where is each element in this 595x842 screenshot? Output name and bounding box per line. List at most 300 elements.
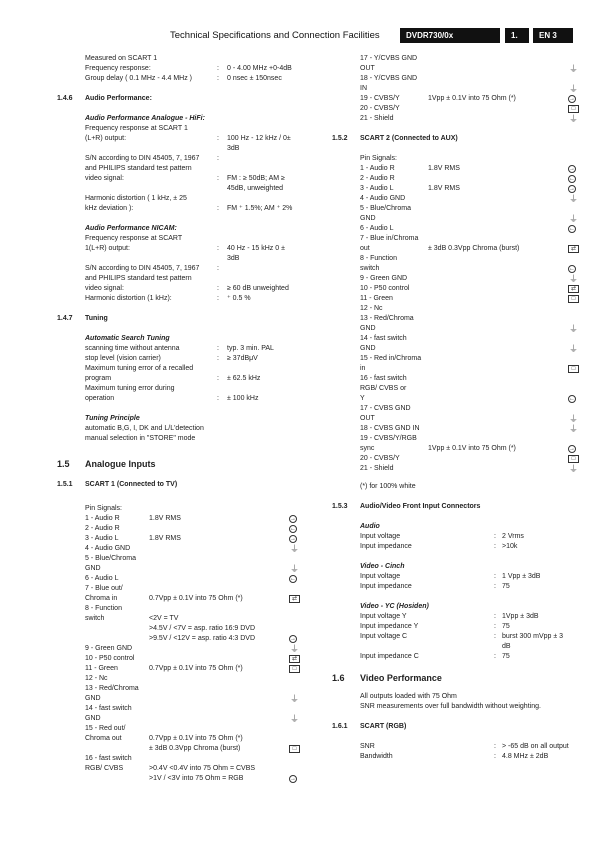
spec-value: ≥ 37dBμV [227,355,258,362]
pin-row [57,564,322,574]
pin-row [57,664,322,674]
spec-value: 40 Hz - 15 kHz 0 ± [227,245,285,252]
spacer [332,732,584,742]
spec-value: ± 100 kHz [227,395,259,402]
spec-value: 45dB, unweighted [227,185,284,192]
pin-row [332,234,584,244]
ground-icon: ⏚ [289,564,299,574]
pin-row [332,204,584,214]
spec-label: (L+R) output: [85,135,127,142]
pin-row [57,674,322,684]
spec-label: video signal: [85,175,124,182]
spec-label: 2 - Audio R [360,175,395,182]
spec-label: S/N according to DIN 45405, 7, 1967 [85,155,200,162]
ground-icon: ⏚ [289,644,299,654]
pin-row [332,154,584,164]
spec-colon: : [217,175,219,182]
bidirectional-icon: ⇄ [289,655,300,663]
spec-label: 17 - Y/CVBS GND [360,55,418,62]
spec-label: Measured on SCART 1 [85,55,158,62]
bidirectional-icon: ⇄ [568,285,579,293]
pin-value: >0.4V <0.4V into 75 Ohm = CVBS [149,765,256,772]
pin-row [332,344,584,354]
spec-label: GND [360,215,376,222]
pin-row [332,54,584,64]
spec-label: 21 - Shield [360,465,394,472]
spec-value: 4.8 MHz ± 2dB [502,753,549,760]
pin-row [57,614,322,624]
spec-label: OUT [360,415,375,422]
spec-label: switch [85,615,105,622]
subsection-heading [332,602,584,612]
spec-label: 6 - Audio L [360,225,394,232]
spec-label: scanning time without antenna [85,345,180,352]
pin-row [57,604,322,614]
pin-row [332,294,584,304]
pin-row [332,384,584,394]
spacer [332,492,584,502]
spec-label: 7 - Blue out/ [85,585,123,592]
spec-label: 8 - Function [85,605,122,612]
spec-value: 0 nsec ± 150nsec [227,75,282,82]
pin-row [332,424,584,434]
spec-row [57,394,322,404]
pin-row [57,724,322,734]
spec-label: OUT [360,65,375,72]
language-badge: EN 3 [533,28,573,43]
spec-row [332,742,584,752]
pin-row [332,354,584,364]
spec-label: Frequency response: [85,65,151,72]
spec-row [57,294,322,304]
spacer [57,324,322,334]
pin-row [332,444,584,454]
spec-label: Harmonic distortion ( 1 kHz, ± 25 [85,195,187,202]
right-column [332,54,584,762]
spec-row [57,364,322,374]
spec-label: and PHILIPS standard test pattern [85,165,192,172]
pin-row [332,374,584,384]
spec-label: SNR [360,743,375,750]
spec-value: burst 300 mVpp ± 3 [502,633,564,640]
spec-label: 1 - Audio R [360,165,395,172]
spacer [332,144,584,154]
pin-value: 1Vpp ± 0.1V into 75 Ohm (*) [428,445,516,452]
spec-label: video signal: [85,285,124,292]
spec-label: 20 - CVBS/Y [360,105,400,112]
spec-row [332,692,584,702]
signal-out-icon: → [290,636,296,642]
pin-row [57,624,322,634]
pin-row [332,104,584,114]
spec-label: Input impedance [360,543,412,550]
pin-row [57,704,322,714]
signal-in-icon: ← [569,396,575,402]
spec-label: 16 - fast switch [360,375,407,382]
spec-label: 15 - Red out/ [85,725,126,732]
spec-row [332,652,584,662]
spec-value: FM : ≥ 50dB; AM ≥ [227,175,285,182]
spec-label: stop level (vision carrier) [85,355,161,362]
subsection-title: Tuning Principle [85,415,140,422]
spec-label: 19 - CVBS/Y/RGB [360,435,417,442]
spec-colon: : [494,533,496,540]
spacer [332,592,584,602]
spec-label: kHz deviation ): [85,205,134,212]
pin-row [332,454,584,464]
spec-colon: : [217,265,219,272]
signal-out-icon: → [569,446,575,452]
spec-row [57,344,322,354]
ground-icon: ⏚ [568,274,578,284]
pin-row [332,264,584,274]
section-number: 1.6.1 [332,723,348,730]
section-heading [332,722,584,732]
section-heading [332,670,584,686]
spec-label: GND [85,715,101,722]
spec-label: 14 - fast switch [85,705,132,712]
spec-row [57,254,322,264]
signal-out-icon: → [569,186,575,192]
spec-value: 75 [502,623,510,630]
pin-value: >1V / <3V into 75 Ohm = RGB [149,775,244,782]
ground-icon: ⏚ [568,344,578,354]
spec-row [57,74,322,84]
spacer [57,214,322,224]
spec-label: Input impedance Y [360,623,419,630]
section-title: Audio Performance: [85,95,152,102]
spec-colon: : [494,653,496,660]
ground-icon: ⏚ [568,414,578,424]
spec-label: 7 - Blue in/Chroma [360,235,419,242]
spec-label: RGB/ CVBS [85,765,124,772]
spec-row [57,374,322,384]
pin-value: 1.8V RMS [428,165,460,172]
spec-row [332,632,584,642]
spec-value: 100 Hz - 12 kHz / 0± [227,135,291,142]
pin-row [57,634,322,644]
spec-label: GND [85,695,101,702]
pin-row [332,304,584,314]
signal-in-icon: ← [569,266,575,272]
spec-label: 1(L+R) output: [85,245,130,252]
pin-value: >4.5V / <7V = asp. ratio 16:9 DVD [149,625,256,632]
spec-label: 12 - Nc [360,305,383,312]
spacer [57,444,322,456]
spec-row [57,184,322,194]
pin-row [332,364,584,374]
spec-value: 75 [502,583,510,590]
spec-colon: : [217,245,219,252]
ground-icon: ⏚ [568,64,578,74]
pin-row [57,734,322,744]
spec-label: 8 - Function [360,255,397,262]
spec-label: 5 - Blue/Chroma [360,205,411,212]
spec-label: 19 - CVBS/Y [360,95,400,102]
section-heading [57,94,322,104]
pin-row [57,544,322,554]
pin-row [57,754,322,764]
pin-row [332,394,584,404]
spec-label: 18 - Y/CVBS GND [360,75,418,82]
spec-colon: : [217,295,219,302]
pin-row [332,244,584,254]
spec-row [332,702,584,712]
subsection-heading [57,334,322,344]
spec-label: IN [360,85,367,92]
spec-row [332,542,584,552]
spacer [332,512,584,522]
section-heading [332,502,584,512]
spec-value: ± 62.5 kHz [227,375,261,382]
spec-value: 75 [502,653,510,660]
spec-value: 3dB [227,145,240,152]
subsection-heading [332,522,584,532]
spec-value: dB [502,643,511,650]
pin-row [57,714,322,724]
spec-colon: : [494,613,496,620]
spec-label: 13 - Red/Chroma [85,685,139,692]
spec-label: (*) for 100% white [360,483,416,490]
spec-row [57,194,322,204]
spec-label: Pin Signals: [85,505,122,512]
spec-row [57,434,322,444]
spec-value: FM ⁺ 1.5%; AM ⁺ 2% [227,205,293,212]
spec-colon: : [217,345,219,352]
spacer [332,552,584,562]
spec-label: 14 - fast switch [360,335,407,342]
pin-row [332,284,584,294]
spec-label: 15 - Red in/Chroma [360,355,422,362]
pin-row [57,644,322,654]
spec-label: automatic B,G, I, DK and L/L'detection [85,425,204,432]
spec-label: RGB/ CVBS or [360,385,407,392]
signal-box-icon: □ [568,295,579,303]
spec-value: 1Vpp ± 3dB [502,613,539,620]
pin-row [57,524,322,534]
spec-label: Input impedance C [360,653,419,660]
spacer [332,474,584,482]
spec-label: Bandwidth [360,753,393,760]
subsection-title: Automatic Search Tuning [85,335,170,342]
spec-label: Input voltage Y [360,613,407,620]
spec-label: sync [360,445,375,452]
signal-out-icon: → [290,536,296,542]
pin-row [332,404,584,414]
spec-colon: : [217,375,219,382]
spec-label: Y [360,395,365,402]
pin-row [332,184,584,194]
subsection-title: Audio Performance Analogue - HiFi: [85,115,205,122]
spec-label: SNR measurements over full bandwidth without weighting. [360,703,541,710]
spacer [57,490,322,504]
signal-in-icon: ← [290,576,296,582]
ground-icon: ⏚ [568,324,578,334]
spec-row [332,642,584,652]
spec-label: 21 - Shield [360,115,394,122]
spec-value: ≥ 60 dB unweighted [227,285,289,292]
spec-row [332,482,584,492]
model-badge: DVDR730/0x [400,28,500,43]
pin-row [332,194,584,204]
spec-label: Input voltage C [360,633,408,640]
spec-colon: : [217,75,219,82]
ground-icon: ⏚ [568,84,578,94]
section-title: Analogue Inputs [85,459,156,469]
subsection-title: Video - YC (Hosiden) [360,603,429,610]
pin-row [332,114,584,124]
spec-label: 12 - Nc [85,675,108,682]
subsection-heading [57,224,322,234]
section-number: 1.4.7 [57,315,73,322]
spacer [57,404,322,414]
spec-label: manual selection in "STORE" mode [85,435,196,442]
signal-out-icon: → [290,516,296,522]
spec-label: All outputs loaded with 75 Ohm [360,693,457,700]
pin-row [57,744,322,754]
spec-colon: : [494,633,496,640]
spacer [332,712,584,722]
pin-row [57,594,322,604]
pin-value: >9.5V / <12V = asp. ratio 4:3 DVD [149,635,256,642]
spacer [57,84,322,94]
spec-row [57,144,322,154]
pin-row [57,504,322,514]
signal-box-icon: □ [568,455,579,463]
spec-row [332,532,584,542]
spec-label: 18 - CVBS GND IN [360,425,420,432]
spec-row [57,234,322,244]
spec-row [332,582,584,592]
spec-row [332,612,584,622]
spec-label: Group delay ( 0.1 MHz - 4.4 MHz ) [85,75,192,82]
pin-row [332,224,584,234]
pin-row [57,774,322,784]
pin-value: 1Vpp ± 0.1V into 75 Ohm (*) [428,95,516,102]
subsection-heading [57,414,322,424]
spec-colon: : [217,205,219,212]
spec-value: 1 Vpp ± 3dB [502,573,541,580]
signal-in-icon: ← [569,176,575,182]
signal-out-icon: → [569,166,575,172]
spec-row [332,572,584,582]
signal-box-icon: □ [568,365,579,373]
subsection-title: Audio Performance NICAM: [85,225,177,232]
section-number: 1.5 [57,459,70,469]
ground-icon: ⏚ [289,694,299,704]
pin-row [332,314,584,324]
spec-label: 16 - fast switch [85,755,132,762]
spec-label: Input voltage [360,533,401,540]
spec-colon: : [217,395,219,402]
spec-label: and PHILIPS standard test pattern [85,275,192,282]
section-number: 1.4.6 [57,95,73,102]
pin-row [332,64,584,74]
spec-row [57,54,322,64]
page-number-badge: 1. [505,28,529,43]
spec-label: 6 - Audio L [85,575,119,582]
pin-row [332,84,584,94]
spec-colon: : [494,753,496,760]
pin-row [57,574,322,584]
spec-colon: : [217,65,219,72]
spec-value: 2 Vrms [502,533,524,540]
pin-value: 1.8V RMS [428,185,460,192]
signal-in-icon: ← [290,526,296,532]
spec-label: Harmonic distortion (1 kHz): [85,295,172,302]
pin-value: 0.7Vpp ± 0.1V into 75 Ohm (*) [149,735,243,742]
pin-row [57,534,322,544]
spec-colon: : [217,355,219,362]
spec-row [57,174,322,184]
pin-value: 0.7Vpp ± 0.1V into 75 Ohm (*) [149,665,243,672]
pin-row [57,514,322,524]
spec-label: 10 - P50 control [360,285,410,292]
ground-icon: ⏚ [289,714,299,724]
spec-label: 13 - Red/Chroma [360,315,414,322]
spacer [57,304,322,314]
spec-label: 3 - Audio L [85,535,119,542]
section-title: Audio/Video Front Input Connectors [360,503,481,510]
pin-row [332,94,584,104]
spec-row [57,164,322,174]
spec-label: Frequency response at SCART [85,235,183,242]
section-title: Tuning [85,315,108,322]
signal-box-icon: □ [289,665,300,673]
ground-icon: ⏚ [568,114,578,124]
spec-value: 0 - 4.00 MHz +0-4dB [227,65,292,72]
spec-value: 3dB [227,255,240,262]
signal-out-icon: → [290,776,296,782]
spec-colon: : [217,135,219,142]
spec-row [57,124,322,134]
spec-value: typ. 3 min. PAL [227,345,274,352]
ground-icon: ⏚ [568,214,578,224]
spec-row [57,424,322,434]
pin-value: ± 3dB 0.3Vpp Chroma (burst) [428,245,520,252]
pin-row [332,274,584,284]
spec-row [57,134,322,144]
signal-box-icon: □ [289,745,300,753]
section-number: 1.5.2 [332,135,348,142]
spec-label: Input voltage [360,573,401,580]
pin-row [332,334,584,344]
spec-label: Frequency response at SCART 1 [85,125,188,132]
spec-row [332,752,584,762]
spec-label: GND [360,325,376,332]
page-header-title: Technical Specifications and Connection Facilities [170,30,380,41]
spec-colon: : [494,543,496,550]
spacer [332,124,584,134]
spec-label: 9 - Green GND [85,645,133,652]
spec-row [332,622,584,632]
spec-row [57,354,322,364]
spec-label: out [360,245,370,252]
spec-label: 4 - Audio GND [85,545,131,552]
spec-row [57,64,322,74]
bidirectional-icon: ⇄ [568,245,579,253]
pin-row [57,554,322,564]
spec-colon: : [494,743,496,750]
subsection-heading [57,114,322,124]
ground-icon: ⏚ [568,464,578,474]
spec-label: S/N according to DIN 45405, 7, 1967 [85,265,200,272]
spec-value: >10k [502,543,518,550]
spec-colon: : [494,583,496,590]
pin-row [332,174,584,184]
spec-colon: : [217,155,219,162]
spec-colon: : [217,285,219,292]
